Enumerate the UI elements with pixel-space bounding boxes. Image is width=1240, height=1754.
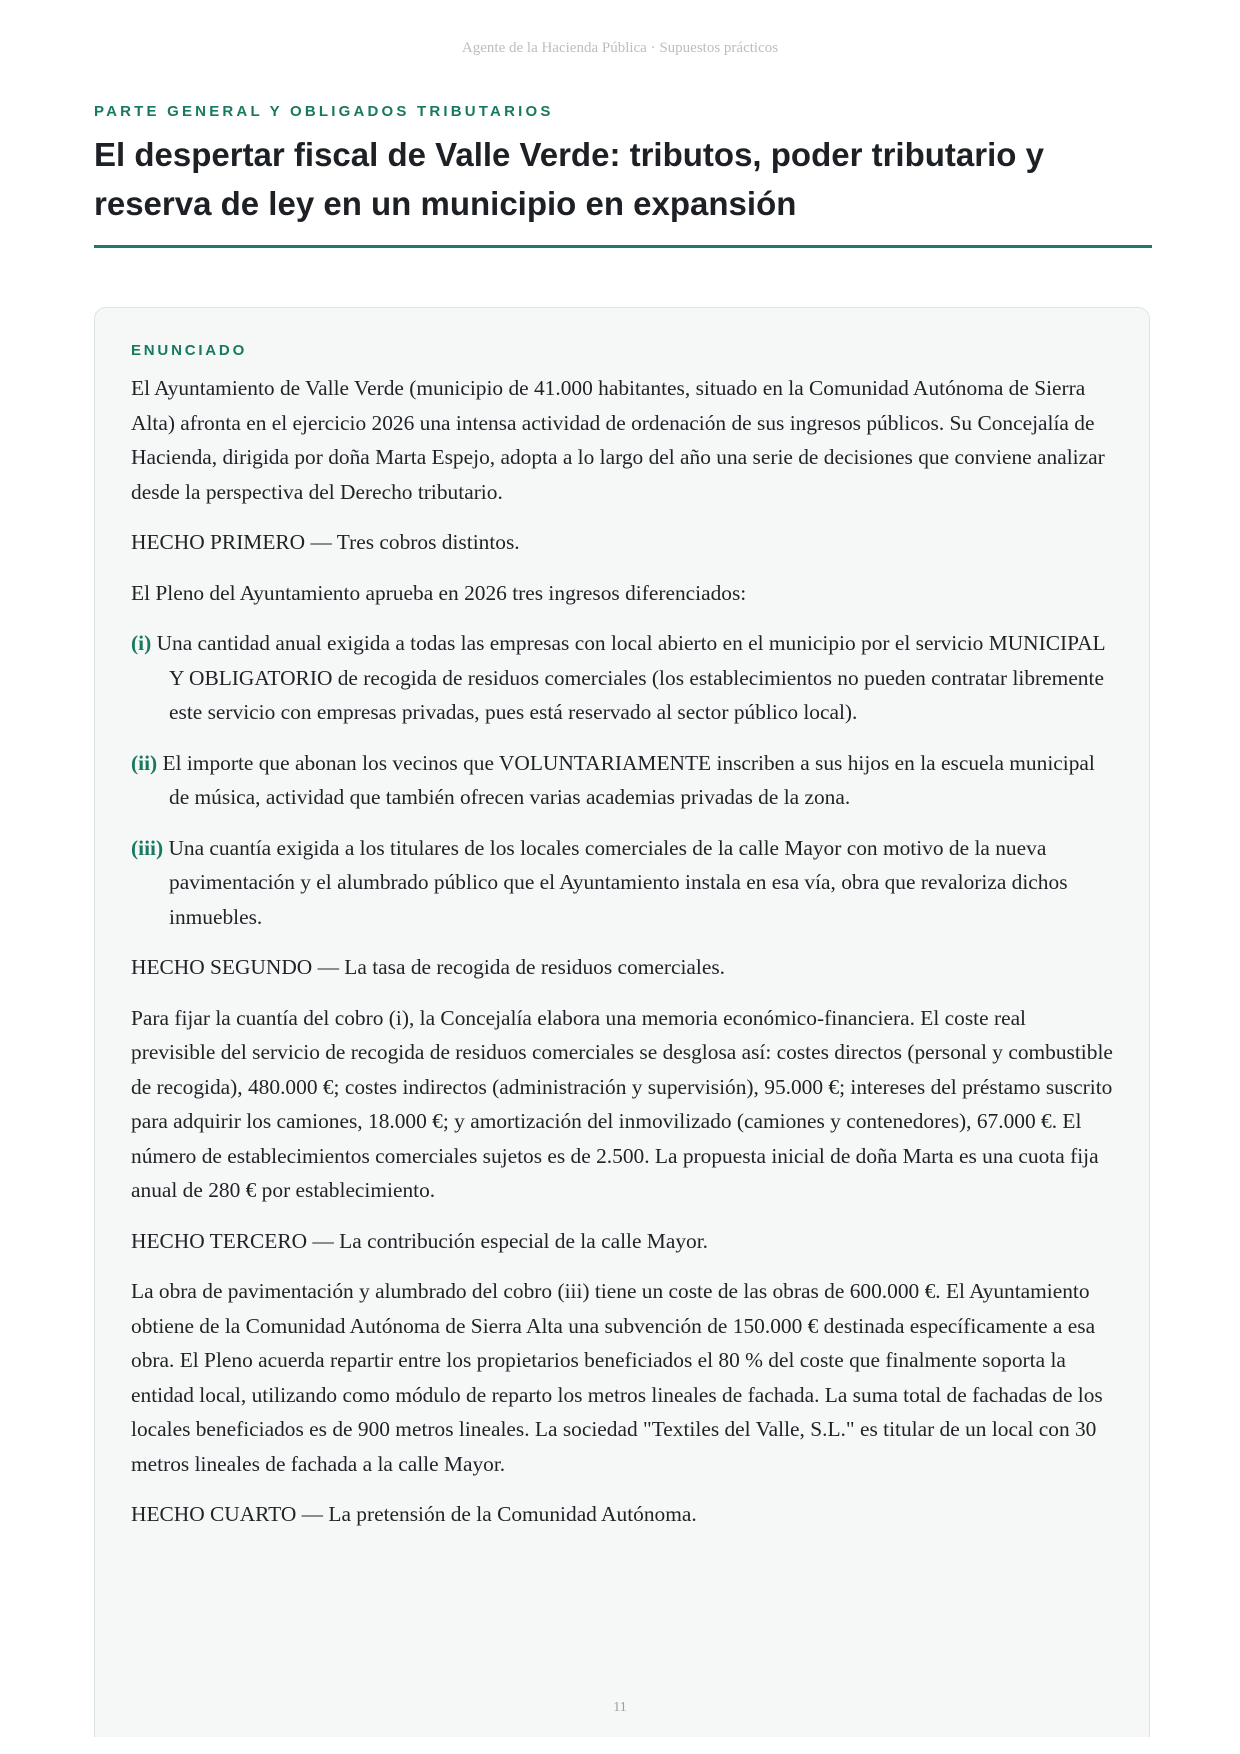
title-divider xyxy=(94,245,1152,248)
page-number: 11 xyxy=(613,1700,627,1715)
list-item-marker: (ii) xyxy=(131,750,158,775)
fact-3-heading: HECHO TERCERO — La contribución especial de la calle Mayor. xyxy=(131,1228,709,1253)
fact-3-text: La obra de pavimentación y alumbrado del cobro (iii) tiene un coste de las obras de 600.000 €. El Ayuntamiento obtiene de la Comunidad Autónoma de Sierra Alta una subvención de 150.000 € destinada específicamente a esa obra. El Pleno acuerda repartir entre los propietarios beneficiados el 80 % del coste que finalmente soporta la entidad local, utilizando como módulo de reparto los metros lineales de fachada. La suma total de fachadas de los locales beneficiados es de 900 metros lineales. La sociedad "Textiles del Valle, S.L." es titular de un local con 30 metros lineales de fachada a la calle Mayor. xyxy=(131,1279,1103,1476)
fact-1-intro: El Pleno del Ayuntamiento aprueba en 2026 tres ingresos diferenciados: xyxy=(131,580,747,605)
statement-box xyxy=(94,307,1150,1737)
list-item xyxy=(131,746,1113,815)
list-item-text: El importe que abonan los vecinos que VOLUNTARIAMENTE inscriben a sus hijos en la escuela municipal de música, actividad que también ofrecen varias academias privadas de la zona. xyxy=(162,750,1095,809)
page-title: El despertar fiscal de Valle Verde: tributos, poder tributario y reserva de ley en un municipio en expansión xyxy=(94,136,1044,222)
fact-4-heading: HECHO CUARTO — La pretensión de la Comunidad Autónoma. xyxy=(131,1502,697,1526)
list-item xyxy=(131,831,1113,935)
list-item-marker: (i) xyxy=(131,631,152,655)
list-item-text: Una cantidad anual exigida a todas las empresas con local abierto en el municipio por el servicio MUNICIPAL Y OBLIGATORIO de recogida de residuos comerciales (los establecimientos no pueden contratar libremente este servicio con empresas privadas, pues está reservado al sector público local). xyxy=(156,631,1105,724)
section-label: PARTE GENERAL Y OBLIGADOS TRIBUTARIOS xyxy=(94,103,554,120)
fact-2-heading: HECHO SEGUNDO — La tasa de recogida de residuos comerciales. xyxy=(131,955,726,979)
fact-1-heading: HECHO PRIMERO — Tres cobros distintos. xyxy=(131,530,520,554)
running-header: Agente de la Hacienda Pública · Supuestos prácticos xyxy=(461,40,779,56)
fact-2-text: Para fijar la cuantía del cobro (i), la Concejalía elabora una memoria económico-financiera. El coste real previsible del servicio de recogida de residuos comerciales se desglosa así: costes directos (personal y combustible de recogida), 480.000 €; costes indirectos (administración y supervisión), 95.000 €; intereses del préstamo suscrito para adquirir los camiones, 18.000 €; y amortización del inmovilizado (camiones y contenedores), 67.000 €. El número de establecimientos comerciales sujetos es de 2.500. La propuesta inicial de doña Marta es una cuota fija anual de 280 € por establecimiento. xyxy=(131,1005,1113,1202)
statement-label: ENUNCIADO xyxy=(131,342,248,359)
statement-intro: El Ayuntamiento de Valle Verde (municipio de 41.000 habitantes, situado en la Comunidad Autónoma de Sierra Alta) afronta en el ejercicio 2026 una intensa actividad de ordenación de sus ingresos públicos. Su Concejalía de Hacienda, dirigida por doña Marta Espejo, adopta a lo largo del año una serie de decisiones que conviene analizar desde la perspectiva del Derecho tributario. xyxy=(131,376,1105,504)
list-item-marker: (iii) xyxy=(131,835,164,860)
list-item-text: Una cuantía exigida a los titulares de los locales comerciales de la calle Mayor con motivo de la nueva pavimentación y el alumbrado público que el Ayuntamiento instala en esa vía, obra que revaloriza dichos inmuebles. xyxy=(168,835,1068,929)
list-item xyxy=(131,626,1113,730)
